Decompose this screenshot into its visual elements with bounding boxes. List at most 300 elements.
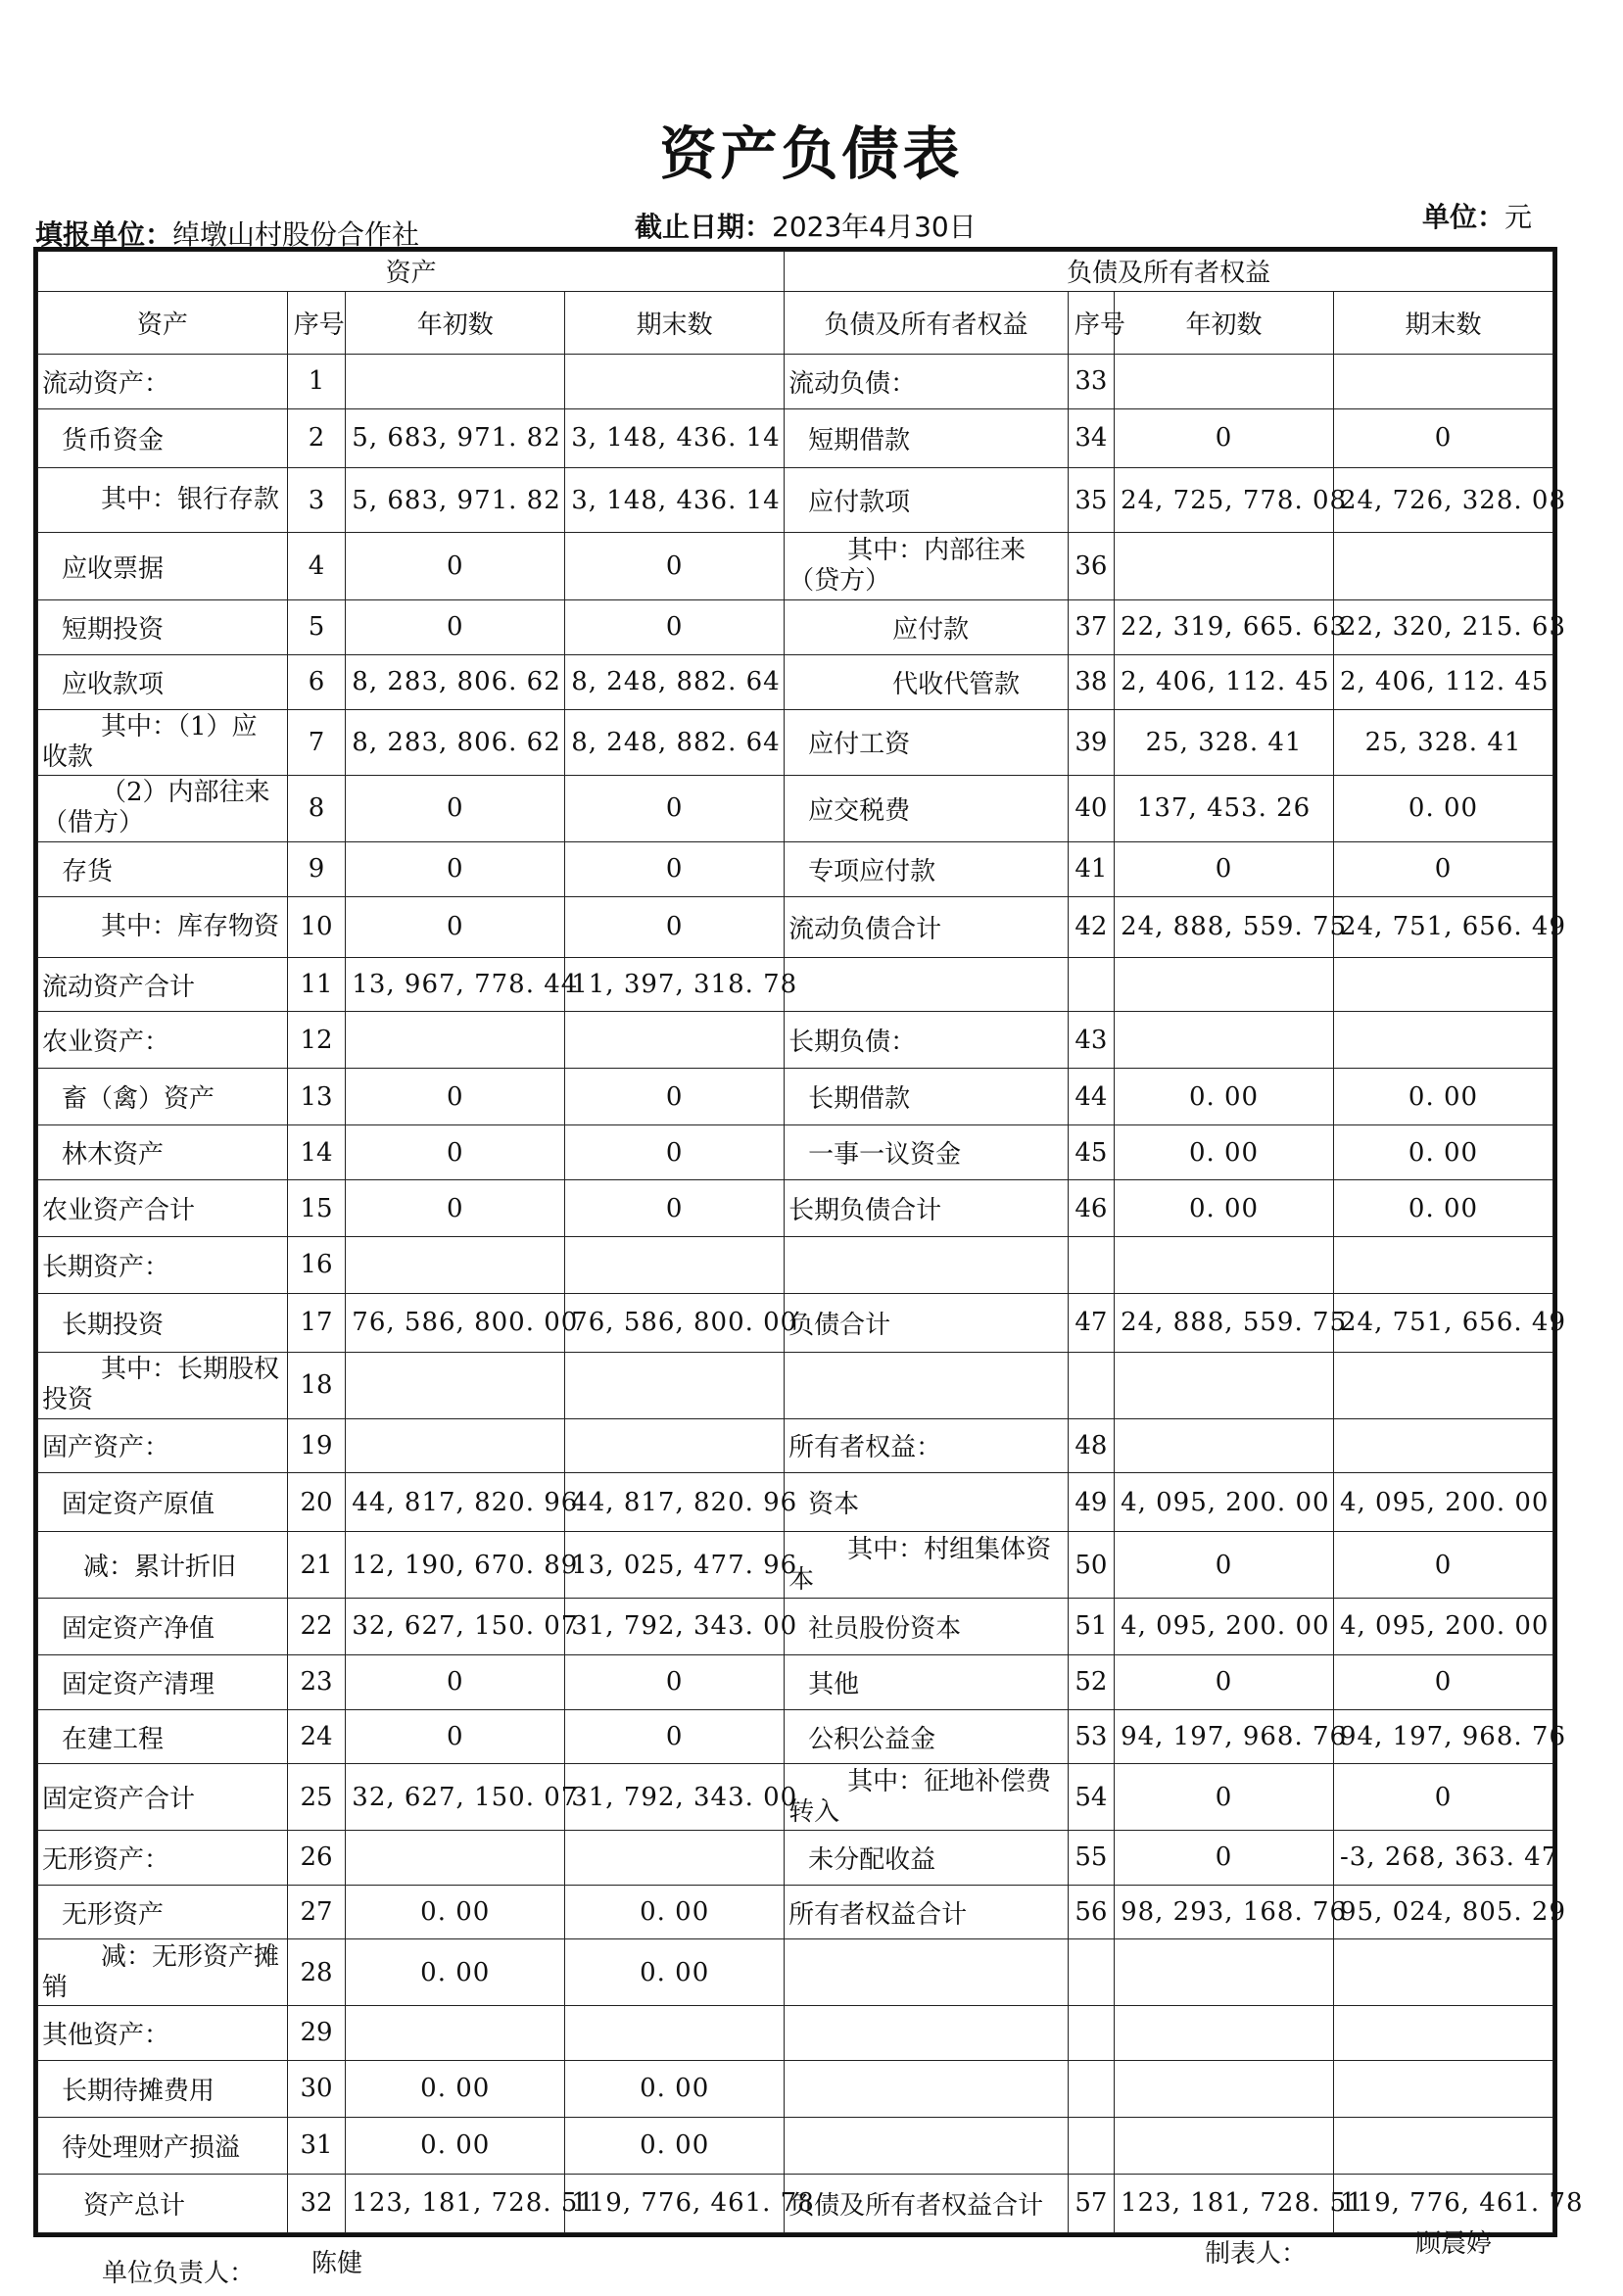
cell-liab-item: 其中：征地补偿费转入 bbox=[785, 1764, 1069, 1831]
cell-liab-closing: 24, 726, 328. 08 bbox=[1333, 467, 1552, 533]
cell-liab-closing bbox=[1333, 1352, 1552, 1418]
table-row bbox=[38, 533, 1553, 600]
cell-asset-seq: 21 bbox=[287, 1532, 346, 1599]
cell-liab-closing: 25, 328. 41 bbox=[1333, 709, 1552, 776]
table-row bbox=[38, 1125, 1553, 1180]
cell-liab-closing: 24, 751, 656. 49 bbox=[1333, 896, 1552, 957]
cell-liab-item: 应付款 bbox=[785, 600, 1069, 655]
cell-liab-seq: 36 bbox=[1068, 533, 1114, 600]
cell-asset-item: 长期待摊费用 bbox=[38, 2060, 288, 2117]
column-header-row bbox=[38, 291, 1553, 354]
cell-asset-item: 畜（禽）资产 bbox=[38, 1069, 288, 1125]
cell-asset-closing: 8, 248, 882. 64 bbox=[565, 654, 785, 709]
cell-liab-seq bbox=[1068, 2117, 1114, 2174]
table-row bbox=[38, 1830, 1553, 1885]
cell-liab-seq bbox=[1068, 1939, 1114, 2006]
cell-asset-closing: 13, 025, 477. 96 bbox=[565, 1532, 785, 1599]
cell-asset-closing: 0. 00 bbox=[565, 2117, 785, 2174]
cell-liab-opening: 24, 725, 778. 08 bbox=[1115, 467, 1334, 533]
cell-asset-closing bbox=[565, 1237, 785, 1294]
table-row bbox=[38, 1012, 1553, 1069]
cell-asset-seq: 7 bbox=[287, 709, 346, 776]
cell-liab-opening: 0 bbox=[1115, 1764, 1334, 1831]
cell-asset-opening bbox=[346, 1237, 565, 1294]
cell-asset-item: 长期投资 bbox=[38, 1293, 288, 1352]
cutoff-date-value: 2023年4月30日 bbox=[772, 211, 977, 243]
table-row bbox=[38, 1180, 1553, 1237]
cell-liab-closing bbox=[1333, 1418, 1552, 1473]
cell-asset-seq: 28 bbox=[287, 1939, 346, 2006]
cell-asset-closing: 0 bbox=[565, 1180, 785, 1237]
cell-asset-opening: 0 bbox=[346, 1069, 565, 1125]
cell-liab-item: 其他 bbox=[785, 1654, 1069, 1709]
cell-asset-item: （2）内部往来（借方） bbox=[38, 776, 288, 842]
cell-asset-opening: 12, 190, 670. 89 bbox=[346, 1532, 565, 1599]
cell-asset-opening: 0 bbox=[346, 1125, 565, 1180]
cell-liab-seq: 41 bbox=[1068, 841, 1114, 896]
cell-liab-opening bbox=[1115, 957, 1334, 1012]
cell-asset-closing bbox=[565, 1012, 785, 1069]
cell-liab-opening bbox=[1115, 2060, 1334, 2117]
table-row bbox=[38, 896, 1553, 957]
cell-asset-closing: 11, 397, 318. 78 bbox=[565, 957, 785, 1012]
cell-asset-opening: 32, 627, 150. 07 bbox=[346, 1598, 565, 1654]
table-row bbox=[38, 600, 1553, 655]
table-row bbox=[38, 1473, 1553, 1532]
cell-asset-seq: 29 bbox=[287, 2006, 346, 2061]
cell-liab-seq: 55 bbox=[1068, 1830, 1114, 1885]
cell-asset-item: 固定资产合计 bbox=[38, 1764, 288, 1831]
cell-liab-closing: 95, 024, 805. 29 bbox=[1333, 1885, 1552, 1939]
cell-liab-closing: 0 bbox=[1333, 408, 1552, 467]
cell-liab-seq: 49 bbox=[1068, 1473, 1114, 1532]
cell-asset-item: 长期资产： bbox=[38, 1237, 288, 1294]
table-row bbox=[38, 1069, 1553, 1125]
cell-liab-seq: 38 bbox=[1068, 654, 1114, 709]
cell-liab-opening: 0. 00 bbox=[1115, 1125, 1334, 1180]
cell-asset-item: 林木资产 bbox=[38, 1125, 288, 1180]
cell-liab-opening: 22, 319, 665. 63 bbox=[1115, 600, 1334, 655]
table-row bbox=[38, 654, 1553, 709]
cell-asset-item: 固产资产： bbox=[38, 1418, 288, 1473]
cell-liab-opening bbox=[1115, 355, 1334, 409]
cell-liab-seq bbox=[1068, 2006, 1114, 2061]
cell-asset-opening: 0. 00 bbox=[346, 1939, 565, 2006]
cell-asset-closing: 0 bbox=[565, 1654, 785, 1709]
cell-asset-seq: 1 bbox=[287, 355, 346, 409]
cell-liab-seq: 45 bbox=[1068, 1125, 1114, 1180]
cell-liab-opening: 24, 888, 559. 75 bbox=[1115, 896, 1334, 957]
cell-asset-opening: 0 bbox=[346, 1654, 565, 1709]
table-row bbox=[38, 957, 1553, 1012]
cell-liab-closing: 94, 197, 968. 76 bbox=[1333, 1709, 1552, 1764]
table-row bbox=[38, 2117, 1553, 2174]
cell-liab-seq: 35 bbox=[1068, 467, 1114, 533]
cell-liab-seq bbox=[1068, 2060, 1114, 2117]
cell-asset-item: 无形资产： bbox=[38, 1830, 288, 1885]
cell-asset-closing bbox=[565, 1352, 785, 1418]
cell-liab-item: 其中：内部往来（贷方） bbox=[785, 533, 1069, 600]
cell-asset-seq: 31 bbox=[287, 2117, 346, 2174]
cell-liab-opening: 94, 197, 968. 76 bbox=[1115, 1709, 1334, 1764]
cell-liab-seq bbox=[1068, 957, 1114, 1012]
cell-liab-closing bbox=[1333, 2060, 1552, 2117]
cell-asset-item: 农业资产： bbox=[38, 1012, 288, 1069]
cell-liab-item: 资本 bbox=[785, 1473, 1069, 1532]
currency-unit bbox=[1422, 196, 1532, 235]
cell-liab-closing: 0 bbox=[1333, 1532, 1552, 1599]
cell-liab-seq: 53 bbox=[1068, 1709, 1114, 1764]
cell-liab-item bbox=[785, 2060, 1069, 2117]
cell-asset-opening: 0 bbox=[346, 896, 565, 957]
cell-asset-closing: 0 bbox=[565, 600, 785, 655]
table-row bbox=[38, 467, 1553, 533]
cell-asset-opening: 0 bbox=[346, 776, 565, 842]
cell-asset-closing bbox=[565, 1830, 785, 1885]
table-row bbox=[38, 2006, 1553, 2061]
cell-asset-closing: 3, 148, 436. 14 bbox=[565, 408, 785, 467]
cell-asset-closing: 0 bbox=[565, 1709, 785, 1764]
cell-asset-seq: 9 bbox=[287, 841, 346, 896]
cell-liab-seq: 37 bbox=[1068, 600, 1114, 655]
cell-asset-opening: 123, 181, 728. 51 bbox=[346, 2174, 565, 2232]
table-row bbox=[38, 1532, 1553, 1599]
table-row bbox=[38, 1885, 1553, 1939]
cell-asset-item: 固定资产净值 bbox=[38, 1598, 288, 1654]
cell-asset-opening: 32, 627, 150. 07 bbox=[346, 1764, 565, 1831]
table-row bbox=[38, 1418, 1553, 1473]
cell-asset-opening bbox=[346, 355, 565, 409]
cell-liab-opening: 0. 00 bbox=[1115, 1069, 1334, 1125]
table-row bbox=[38, 709, 1553, 776]
cell-liab-closing: 0 bbox=[1333, 1764, 1552, 1831]
cell-liab-opening bbox=[1115, 1939, 1334, 2006]
reporting-unit-value: 绰墩山村股份合作社 bbox=[172, 218, 420, 251]
group-header-liabilities-equity: 负债及所有者权益 bbox=[785, 252, 1553, 292]
cell-liab-seq: 54 bbox=[1068, 1764, 1114, 1831]
cell-asset-seq: 17 bbox=[287, 1293, 346, 1352]
col-header-asset-opening: 年初数 bbox=[346, 291, 565, 354]
cell-liab-item: 所有者权益： bbox=[785, 1418, 1069, 1473]
cell-liab-seq: 40 bbox=[1068, 776, 1114, 842]
cell-asset-opening bbox=[346, 1352, 565, 1418]
cell-asset-item: 固定资产清理 bbox=[38, 1654, 288, 1709]
cell-liab-opening bbox=[1115, 2006, 1334, 2061]
cell-liab-item: 长期负债合计 bbox=[785, 1180, 1069, 1237]
table-row bbox=[38, 776, 1553, 842]
col-header-liab-seq: 序号 bbox=[1068, 291, 1114, 354]
col-header-liab-item: 负债及所有者权益 bbox=[785, 291, 1069, 354]
cell-asset-seq: 18 bbox=[287, 1352, 346, 1418]
table-row bbox=[38, 1352, 1553, 1418]
cell-asset-opening: 5, 683, 971. 82 bbox=[346, 467, 565, 533]
cell-asset-item: 存货 bbox=[38, 841, 288, 896]
cell-liab-opening: 0 bbox=[1115, 1830, 1334, 1885]
cell-asset-seq: 20 bbox=[287, 1473, 346, 1532]
cell-asset-closing: 0 bbox=[565, 841, 785, 896]
col-header-liab-opening: 年初数 bbox=[1115, 291, 1334, 354]
cell-liab-opening: 4, 095, 200. 00 bbox=[1115, 1598, 1334, 1654]
cell-asset-seq: 2 bbox=[287, 408, 346, 467]
cell-liab-closing: 4, 095, 200. 00 bbox=[1333, 1598, 1552, 1654]
cell-liab-opening bbox=[1115, 1237, 1334, 1294]
col-header-asset-item: 资产 bbox=[38, 291, 288, 354]
cell-asset-item: 无形资产 bbox=[38, 1885, 288, 1939]
cell-asset-opening: 0 bbox=[346, 533, 565, 600]
cell-asset-closing: 0 bbox=[565, 776, 785, 842]
cell-asset-seq: 14 bbox=[287, 1125, 346, 1180]
group-header-row bbox=[38, 252, 1553, 292]
table-row bbox=[38, 1939, 1553, 2006]
cell-liab-seq: 56 bbox=[1068, 1885, 1114, 1939]
cell-asset-seq: 4 bbox=[287, 533, 346, 600]
cell-liab-closing: 4, 095, 200. 00 bbox=[1333, 1473, 1552, 1532]
cell-liab-seq: 33 bbox=[1068, 355, 1114, 409]
cell-asset-opening bbox=[346, 1830, 565, 1885]
cell-liab-closing: 2, 406, 112. 45 bbox=[1333, 654, 1552, 709]
cell-asset-item: 流动资产： bbox=[38, 355, 288, 409]
currency-unit-value: 元 bbox=[1504, 201, 1533, 233]
cell-liab-closing bbox=[1333, 2006, 1552, 2061]
cell-liab-opening: 0 bbox=[1115, 841, 1334, 896]
cell-liab-seq: 57 bbox=[1068, 2174, 1114, 2232]
table-row bbox=[38, 1764, 1553, 1831]
cell-liab-item: 应付款项 bbox=[785, 467, 1069, 533]
cell-liab-closing: 0. 00 bbox=[1333, 1125, 1552, 1180]
cell-liab-closing: 0 bbox=[1333, 841, 1552, 896]
cell-asset-closing: 31, 792, 343. 00 bbox=[565, 1764, 785, 1831]
cell-liab-item: 流动负债合计 bbox=[785, 896, 1069, 957]
cell-asset-opening: 76, 586, 800. 00 bbox=[346, 1293, 565, 1352]
cell-liab-seq: 51 bbox=[1068, 1598, 1114, 1654]
cell-liab-item bbox=[785, 2117, 1069, 2174]
cell-liab-opening: 0 bbox=[1115, 408, 1334, 467]
cell-liab-closing: 22, 320, 215. 63 bbox=[1333, 600, 1552, 655]
cell-asset-item: 其中：银行存款 bbox=[38, 467, 288, 533]
cell-asset-seq: 12 bbox=[287, 1012, 346, 1069]
cell-liab-closing: 0. 00 bbox=[1333, 1069, 1552, 1125]
cell-asset-seq: 8 bbox=[287, 776, 346, 842]
table-row bbox=[38, 1237, 1553, 1294]
col-header-asset-seq: 序号 bbox=[287, 291, 346, 354]
cell-asset-opening: 0 bbox=[346, 600, 565, 655]
cell-asset-item: 其中：（1）应收款 bbox=[38, 709, 288, 776]
cell-asset-seq: 19 bbox=[287, 1418, 346, 1473]
cell-liab-item: 社员股份资本 bbox=[785, 1598, 1069, 1654]
cell-asset-opening: 0. 00 bbox=[346, 1885, 565, 1939]
cell-asset-closing bbox=[565, 355, 785, 409]
cell-asset-seq: 3 bbox=[287, 467, 346, 533]
cell-liab-item bbox=[785, 2006, 1069, 2061]
cell-asset-closing: 8, 248, 882. 64 bbox=[565, 709, 785, 776]
cell-asset-opening: 0 bbox=[346, 1180, 565, 1237]
cell-asset-seq: 26 bbox=[287, 1830, 346, 1885]
cell-asset-opening: 44, 817, 820. 96 bbox=[346, 1473, 565, 1532]
cell-liab-closing: -3, 268, 363. 47 bbox=[1333, 1830, 1552, 1885]
cell-liab-seq: 34 bbox=[1068, 408, 1114, 467]
cell-asset-closing: 0. 00 bbox=[565, 1939, 785, 2006]
cell-asset-seq: 27 bbox=[287, 1885, 346, 1939]
cell-liab-closing: 24, 751, 656. 49 bbox=[1333, 1293, 1552, 1352]
cell-liab-closing bbox=[1333, 1237, 1552, 1294]
table-row bbox=[38, 1598, 1553, 1654]
table-row bbox=[38, 408, 1553, 467]
cell-liab-seq: 42 bbox=[1068, 896, 1114, 957]
cell-liab-item bbox=[785, 1352, 1069, 1418]
cutoff-date-label: 截止日期： bbox=[635, 211, 773, 243]
cell-asset-item: 减：累计折旧 bbox=[38, 1532, 288, 1599]
cell-asset-closing: 76, 586, 800. 00 bbox=[565, 1293, 785, 1352]
cell-liab-item bbox=[785, 957, 1069, 1012]
cell-liab-closing: 0 bbox=[1333, 1654, 1552, 1709]
page-title: 资产负债表 bbox=[659, 120, 964, 187]
cell-asset-item: 货币资金 bbox=[38, 408, 288, 467]
cell-asset-closing bbox=[565, 1418, 785, 1473]
cell-asset-opening bbox=[346, 1418, 565, 1473]
cell-asset-opening: 0 bbox=[346, 1709, 565, 1764]
reporting-unit-label: 填报单位： bbox=[35, 218, 173, 251]
cell-asset-opening: 13, 967, 778. 44 bbox=[346, 957, 565, 1012]
cell-liab-seq bbox=[1068, 1237, 1114, 1294]
cell-liab-closing bbox=[1333, 2117, 1552, 2174]
cell-liab-item: 应交税费 bbox=[785, 776, 1069, 842]
cell-liab-seq: 44 bbox=[1068, 1069, 1114, 1125]
cell-liab-closing bbox=[1333, 533, 1552, 600]
cell-liab-seq bbox=[1068, 1352, 1114, 1418]
cell-asset-seq: 30 bbox=[287, 2060, 346, 2117]
table-row bbox=[38, 841, 1553, 896]
cell-asset-closing: 44, 817, 820. 96 bbox=[565, 1473, 785, 1532]
cell-liab-opening: 0. 00 bbox=[1115, 1180, 1334, 1237]
cell-asset-closing: 0 bbox=[565, 896, 785, 957]
cell-asset-item: 固定资产原值 bbox=[38, 1473, 288, 1532]
cell-asset-item: 其中：长期股权投资 bbox=[38, 1352, 288, 1418]
cell-asset-item: 在建工程 bbox=[38, 1709, 288, 1764]
table-row bbox=[38, 355, 1553, 409]
cell-asset-opening: 8, 283, 806. 62 bbox=[346, 654, 565, 709]
cell-asset-seq: 15 bbox=[287, 1180, 346, 1237]
cell-liab-item: 负债及所有者权益合计 bbox=[785, 2174, 1069, 2232]
cell-liab-item: 专项应付款 bbox=[785, 841, 1069, 896]
cell-asset-seq: 23 bbox=[287, 1654, 346, 1709]
cell-asset-closing: 31, 792, 343. 00 bbox=[565, 1598, 785, 1654]
cell-asset-opening bbox=[346, 1012, 565, 1069]
cell-asset-item: 其中：库存物资 bbox=[38, 896, 288, 957]
cell-liab-item: 长期借款 bbox=[785, 1069, 1069, 1125]
cell-liab-item: 一事一议资金 bbox=[785, 1125, 1069, 1180]
balance-sheet-table bbox=[33, 247, 1584, 2237]
cell-asset-item: 流动资产合计 bbox=[38, 957, 288, 1012]
cell-liab-item: 其中：村组集体资本 bbox=[785, 1532, 1069, 1599]
cell-asset-closing: 0. 00 bbox=[565, 2060, 785, 2117]
cell-asset-item: 其他资产： bbox=[38, 2006, 288, 2061]
cell-liab-opening: 137, 453. 26 bbox=[1115, 776, 1334, 842]
table-row bbox=[38, 2060, 1553, 2117]
cell-asset-closing: 119, 776, 461. 78 bbox=[565, 2174, 785, 2232]
cell-liab-seq: 50 bbox=[1068, 1532, 1114, 1599]
cell-liab-closing bbox=[1333, 1939, 1552, 2006]
unit-head-label: 单位负责人： bbox=[102, 2259, 256, 2288]
cell-asset-item: 减：无形资产摊销 bbox=[38, 1939, 288, 2006]
cell-liab-closing: 0. 00 bbox=[1333, 1180, 1552, 1237]
cell-liab-closing: 119, 776, 461. 78 bbox=[1333, 2174, 1552, 2232]
table-row bbox=[38, 1709, 1553, 1764]
cell-asset-item: 待处理财产损溢 bbox=[38, 2117, 288, 2174]
cell-asset-opening bbox=[346, 2006, 565, 2061]
cell-liab-opening bbox=[1115, 1418, 1334, 1473]
cell-liab-seq: 48 bbox=[1068, 1418, 1114, 1473]
col-header-asset-closing: 期末数 bbox=[565, 291, 785, 354]
cell-liab-item bbox=[785, 1237, 1069, 1294]
cutoff-date bbox=[635, 206, 977, 245]
cell-liab-opening: 0 bbox=[1115, 1532, 1334, 1599]
cell-asset-seq: 16 bbox=[287, 1237, 346, 1294]
cell-liab-seq: 39 bbox=[1068, 709, 1114, 776]
cell-asset-seq: 22 bbox=[287, 1598, 346, 1654]
cell-asset-seq: 25 bbox=[287, 1764, 346, 1831]
unit-head-value: 陈健 bbox=[311, 2249, 363, 2278]
cell-asset-closing: 0 bbox=[565, 533, 785, 600]
table-body bbox=[38, 355, 1584, 2233]
cell-liab-closing bbox=[1333, 957, 1552, 1012]
cell-liab-item: 流动负债： bbox=[785, 355, 1069, 409]
cell-asset-seq: 11 bbox=[287, 957, 346, 1012]
cell-asset-seq: 32 bbox=[287, 2174, 346, 2232]
cell-asset-closing: 3, 148, 436. 14 bbox=[565, 467, 785, 533]
cell-liab-item: 代收代管款 bbox=[785, 654, 1069, 709]
table-row bbox=[38, 2174, 1553, 2232]
cell-asset-opening: 8, 283, 806. 62 bbox=[346, 709, 565, 776]
cell-asset-item: 应收票据 bbox=[38, 533, 288, 600]
cell-liab-opening bbox=[1115, 1012, 1334, 1069]
cell-liab-item: 公积公益金 bbox=[785, 1709, 1069, 1764]
cell-asset-closing bbox=[565, 2006, 785, 2061]
cell-liab-seq: 47 bbox=[1068, 1293, 1114, 1352]
cell-liab-item: 未分配收益 bbox=[785, 1830, 1069, 1885]
cell-liab-closing: 0. 00 bbox=[1333, 776, 1552, 842]
cell-asset-opening: 5, 683, 971. 82 bbox=[346, 408, 565, 467]
cell-liab-opening bbox=[1115, 1352, 1334, 1418]
cell-liab-opening: 98, 293, 168. 76 bbox=[1115, 1885, 1334, 1939]
cell-liab-item: 应付工资 bbox=[785, 709, 1069, 776]
col-header-liab-closing: 期末数 bbox=[1333, 291, 1552, 354]
group-header-assets: 资产 bbox=[38, 252, 785, 292]
cell-liab-opening: 4, 095, 200. 00 bbox=[1115, 1473, 1334, 1532]
cell-liab-item: 长期负债： bbox=[785, 1012, 1069, 1069]
cell-liab-opening bbox=[1115, 2117, 1334, 2174]
preparer-label: 制表人： bbox=[1205, 2239, 1308, 2269]
cell-asset-opening: 0 bbox=[346, 841, 565, 896]
cell-liab-opening: 0 bbox=[1115, 1654, 1334, 1709]
cell-asset-item: 短期投资 bbox=[38, 600, 288, 655]
cell-asset-opening: 0. 00 bbox=[346, 2117, 565, 2174]
cell-asset-closing: 0. 00 bbox=[565, 1885, 785, 1939]
cell-liab-opening: 2, 406, 112. 45 bbox=[1115, 654, 1334, 709]
cell-asset-item: 农业资产合计 bbox=[38, 1180, 288, 1237]
cell-asset-item: 应收款项 bbox=[38, 654, 288, 709]
preparer-value: 顾晨婷 bbox=[1415, 2229, 1493, 2259]
cell-liab-opening: 25, 328. 41 bbox=[1115, 709, 1334, 776]
cell-liab-seq: 52 bbox=[1068, 1654, 1114, 1709]
cell-asset-seq: 13 bbox=[287, 1069, 346, 1125]
cell-liab-item: 负债合计 bbox=[785, 1293, 1069, 1352]
cell-asset-item: 资产总计 bbox=[38, 2174, 288, 2232]
cell-liab-seq: 46 bbox=[1068, 1180, 1114, 1237]
cell-asset-opening: 0. 00 bbox=[346, 2060, 565, 2117]
cell-liab-opening: 24, 888, 559. 75 bbox=[1115, 1293, 1334, 1352]
cell-liab-seq: 43 bbox=[1068, 1012, 1114, 1069]
cell-asset-closing: 0 bbox=[565, 1125, 785, 1180]
